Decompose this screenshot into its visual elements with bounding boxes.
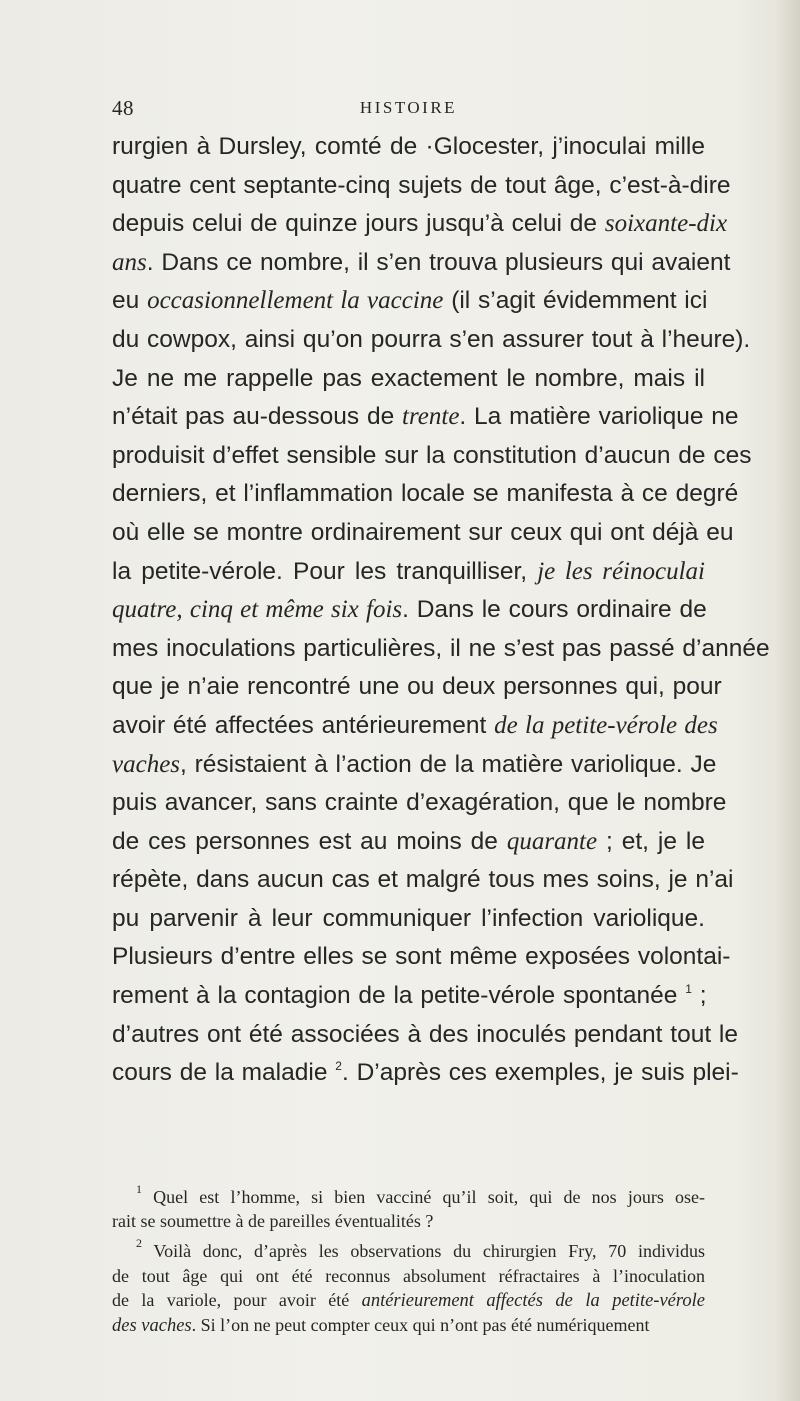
footnote-line bbox=[112, 1209, 705, 1233]
footnote-line bbox=[112, 1288, 705, 1313]
footnote-line bbox=[112, 1236, 705, 1263]
text-run: (il s’agit évidemment ici bbox=[443, 287, 708, 315]
text-line bbox=[112, 321, 751, 360]
text-run: avoir été affectées antérieurement bbox=[112, 711, 495, 739]
text-run: où elle se montre ordinairement sur ceux qui ont déjà eu bbox=[112, 518, 734, 546]
text-run: Quel est l’homme, si bien vacciné qu’il soit, qui de nos jours ose- bbox=[142, 1187, 705, 1207]
text-run: depuis celui de quinze jours jusqu’à celui de bbox=[112, 210, 605, 238]
italic-text: vaches bbox=[112, 750, 181, 778]
italic-text: quarante bbox=[506, 827, 598, 855]
page-edge-shadow bbox=[776, 0, 800, 1401]
page-header bbox=[112, 96, 705, 126]
text-line bbox=[112, 282, 708, 321]
text-line bbox=[112, 938, 731, 977]
text-line bbox=[112, 1016, 738, 1055]
body-paragraph bbox=[112, 128, 770, 1093]
text-run: d’autres ont été associées à des inoculés pendant tout le bbox=[112, 1020, 738, 1048]
text-run: produisit d’effet sensible sur la constitution d’aucun de ces bbox=[112, 441, 752, 469]
text-run: rement à la contagion de la petite-vérole spontanée bbox=[112, 982, 686, 1010]
text-run: de la variole, pour avoir été bbox=[112, 1289, 362, 1310]
italic-text: antérieurement affectés de la petite-vérole bbox=[361, 1290, 705, 1311]
text-run: Je ne me rappelle pas exactement le nombre, mais il bbox=[112, 364, 705, 392]
italic-text: je les réinoculai bbox=[537, 557, 705, 585]
footnotes bbox=[112, 1182, 705, 1344]
text-line bbox=[112, 746, 717, 785]
text-line bbox=[112, 205, 728, 244]
text-line bbox=[112, 398, 739, 437]
italic-text: des vaches bbox=[112, 1316, 192, 1337]
footnote bbox=[112, 1182, 705, 1233]
page-number: 48 bbox=[112, 96, 134, 120]
text-run: . La matière variolique ne bbox=[459, 403, 739, 431]
text-run: eu bbox=[112, 287, 148, 315]
text-run: . Si l’on ne peut compter ceux qui n’ont pas été numériquement bbox=[191, 1315, 650, 1336]
text-run: . D’après ces exemples, je suis plei- bbox=[341, 1059, 739, 1087]
text-run: que je n’aie rencontré une ou deux personnes qui, pour bbox=[112, 673, 722, 701]
text-line bbox=[112, 900, 705, 939]
text-line bbox=[112, 668, 722, 707]
footnote-marker: 1 bbox=[685, 982, 692, 997]
italic-text: occasionnellement la vaccine bbox=[147, 287, 444, 315]
text-run: , résistaient à l’action de la matière variolique. Je bbox=[180, 750, 717, 778]
footnote-line bbox=[112, 1264, 705, 1288]
text-line bbox=[112, 861, 734, 900]
text-line bbox=[112, 514, 734, 553]
text-line bbox=[112, 784, 727, 823]
text-line bbox=[112, 591, 705, 630]
text-run: quatre cent septante-cinq sujets de tout âge, c’est-à-dire bbox=[112, 171, 731, 199]
italic-text: de la petite-vérole des bbox=[494, 711, 718, 739]
text-run: rait se soumettre à de pareilles éventualités ? bbox=[112, 1211, 434, 1232]
italic-text: trente bbox=[402, 403, 460, 431]
italic-text: ans bbox=[112, 248, 147, 276]
text-run: de ces personnes est au moins de bbox=[112, 827, 507, 855]
text-run: ; bbox=[691, 982, 707, 1010]
text-line bbox=[112, 167, 731, 206]
text-line bbox=[112, 1054, 739, 1093]
footnote-marker: 2 bbox=[335, 1059, 342, 1074]
text-line bbox=[112, 475, 739, 514]
italic-text: soixante-dix bbox=[604, 210, 728, 238]
text-line bbox=[112, 128, 705, 167]
text-line bbox=[112, 360, 705, 399]
text-run: mes inoculations particulières, il ne s’est pas passé d’année bbox=[112, 634, 770, 662]
text-run: Plusieurs d’entre elles se sont même exposées volontai- bbox=[112, 943, 731, 971]
text-run: cours de la maladie bbox=[112, 1059, 336, 1087]
text-run: . Dans ce nombre, il s’en trouva plusieurs qui avaient bbox=[146, 248, 731, 276]
text-line bbox=[112, 707, 718, 746]
footnote-marker: 1 bbox=[136, 1182, 142, 1196]
footnote-line bbox=[112, 1182, 705, 1209]
text-run: puis avancer, sans crainte d’exagération, que le nombre bbox=[112, 789, 727, 817]
text-run: n’était pas au-dessous de bbox=[112, 403, 403, 431]
text-line bbox=[112, 244, 731, 283]
text-run: ; et, je le bbox=[597, 827, 705, 855]
text-run: répète, dans aucun cas et malgré tous mes soins, je n’ai bbox=[112, 866, 734, 894]
text-run: rurgien à Dursley, comté de ·Glocester, j’inoculai mille bbox=[112, 133, 705, 160]
text-run: de tout âge qui ont été reconnus absolument réfractaires à l’inoculation bbox=[112, 1265, 705, 1286]
text-run: Voilà donc, d’après les observations du chirurgien Fry, 70 individus bbox=[142, 1241, 705, 1262]
text-run: pu parvenir à leur communiquer l’infection variolique. bbox=[112, 904, 705, 932]
text-line bbox=[112, 553, 705, 592]
footnote-line bbox=[112, 1313, 705, 1338]
footnote bbox=[112, 1236, 705, 1338]
text-line bbox=[112, 977, 705, 1016]
text-run: . Dans le cours ordinaire de bbox=[402, 596, 707, 624]
text-line bbox=[112, 437, 752, 476]
italic-text: quatre, cinq et même six fois bbox=[112, 596, 403, 624]
text-line bbox=[112, 630, 770, 669]
text-run: derniers, et l’inflammation locale se manifesta à ce degré bbox=[112, 480, 739, 508]
text-run: la petite-vérole. Pour les tranquilliser, bbox=[112, 557, 538, 585]
footnote-marker: 2 bbox=[136, 1236, 142, 1251]
text-run: du cowpox, ainsi qu’on pourra s’en assurer tout à l’heure). bbox=[112, 325, 751, 353]
running-head: HISTOIRE bbox=[359, 98, 458, 117]
text-line bbox=[112, 823, 705, 862]
